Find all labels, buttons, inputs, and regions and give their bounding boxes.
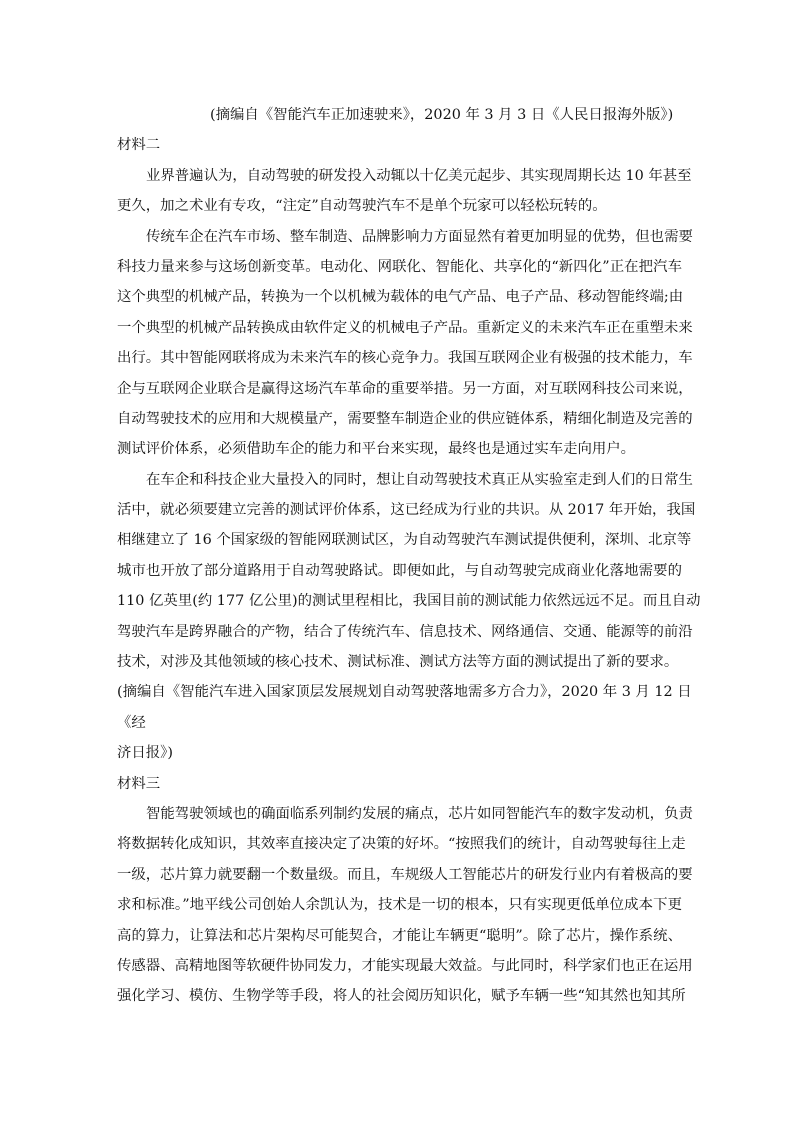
citation-line: 济日报》) — [117, 745, 173, 762]
paragraph-line: 更久，加之术业有专攻，“注定”自动驾驶汽车不是单个玩家可以轻松玩转的。 — [117, 198, 607, 215]
paragraph-line: 智能驾驶领域也的确面临系列制约发展的痛点，芯片如同智能汽车的数字发动机，负责 — [146, 805, 693, 822]
material2-paragraph-3 — [117, 465, 701, 678]
paragraph-line: 相继建立了 16 个国家级的智能网联测试区，为自动驾驶汽车测试提供便利，深圳、北京等 — [117, 532, 692, 549]
paragraph-line: 城市也开放了部分道路用于自动驾驶路试。即便如此，与自动驾驶完成商业化落地需要的 — [117, 562, 682, 579]
source-citation-material1: (摘编自《智能汽车正加速驶来》，2020 年 3 月 3 日《人民日报海外版》) — [210, 107, 674, 123]
citation-line: 《经 — [117, 714, 146, 731]
paragraph-line: 测试评价体系，必须借助车企的能力和平台来实现，最终也是通过实车走向用户。 — [117, 441, 636, 458]
paragraph-line: 这个典型的机械产品，转换为一个以机械为载体的电气产品、电子产品、移动智能终端;由 — [117, 289, 684, 306]
paragraph-line: 驾驶汽车是跨界融合的产物，结合了传统汽车、信息技术、网络通信、交通、能源等的前沿 — [117, 623, 693, 640]
citation-line: (摘编自《智能汽车进入国家顶层发展规划自动驾驶落地需多方合力》，2020 年 3 月 12 日 — [117, 684, 692, 701]
paragraph-line: 强化学习、模仿、生物学等手段，将人的社会阅历知识化，赋予车辆一些“知其然也知其所 — [117, 988, 686, 1005]
heading-material3: 材料三 — [117, 775, 161, 792]
paragraph-line: 企与互联网企业联合是赢得这场汽车革命的重要举措。另一方面，对互联网科技公司来说， — [117, 380, 693, 397]
heading-material2: 材料二 — [117, 137, 161, 154]
paragraph-line: 科技力量来参与这场创新变革。电动化、网联化、智能化、共享化的“新四化”正在把汽车 — [117, 258, 682, 275]
paragraph-line: 110 亿英里(约 177 亿公里)的测试里程相比，我国目前的测试能力依然远远不足。而且自动 — [117, 593, 701, 610]
paragraph-line: 高的算力，让算法和芯片架构尽可能契合，才能让车辆更“聪明”。除了芯片，操作系统、 — [117, 927, 682, 944]
paragraph-line: 出行。其中智能网联将成为未来汽车的核心竞争力。我国互联网企业有极强的技术能力，车 — [117, 350, 693, 367]
paragraph-line: 传感器、高精地图等软硬件协同发力，才能实现最大效益。与此同时，科学家们也正在运用 — [117, 957, 693, 974]
paragraph-line: 自动驾驶技术的应用和大规模量产，需要整车制造企业的供应链体系，精细化制造及完善的 — [117, 410, 693, 427]
paragraph-line: 在车企和科技企业大量投入的同时，想让自动驾驶技术真正从实验室走到人们的日常生 — [146, 471, 693, 488]
material2-paragraph-1 — [117, 161, 692, 222]
paragraph-line: 将数据转化成知识，其效率直接决定了决策的好坏。“按照我们的统计，自动驾驶每往上走 — [117, 836, 686, 853]
paragraph-line: 活中，就必须要建立完善的测试评价体系，这已经成为行业的共识。从 2017 年开始，我国 — [117, 502, 696, 519]
paragraph-line: 求和标准。”地平线公司创始人余凯认为，技术是一切的根本，只有实现更低单位成本下更 — [117, 897, 682, 914]
paragraph-line: 一级，芯片算力就要翻一个数量级。而且，车规级人工智能芯片的研发行业内有着极高的要 — [117, 866, 693, 883]
document-page — [117, 100, 701, 1012]
source-citation-material2 — [117, 677, 692, 768]
paragraph-line: 一个典型的机械产品转换成由软件定义的机械电子产品。重新定义的未来汽车正在重塑未来 — [117, 319, 693, 336]
material3-paragraph-1 — [117, 799, 693, 1012]
paragraph-line: 技术，对涉及其他领域的核心技术、测试标准、测试方法等方面的测试提出了新的要求。 — [117, 654, 679, 671]
paragraph-line: 业界普遍认为，自动驾驶的研发投入动辄以十亿美元起步、其实现周期长达 10 年甚至 — [146, 167, 692, 184]
material2-paragraph-2 — [117, 222, 693, 465]
paragraph-line: 传统车企在汽车市场、整车制造、品牌影响力方面显然有着更加明显的优势，但也需要 — [146, 228, 693, 245]
